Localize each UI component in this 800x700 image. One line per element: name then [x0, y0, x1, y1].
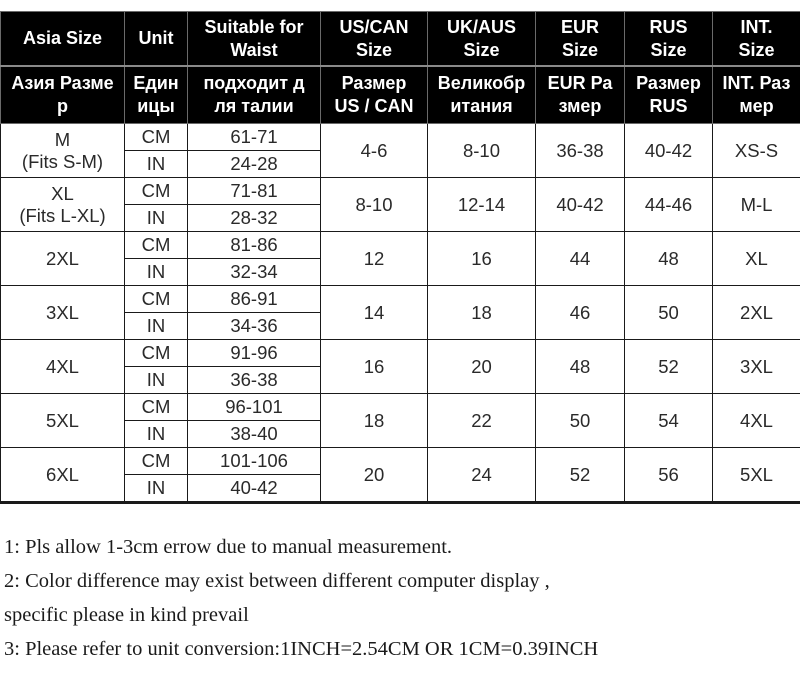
header-uk-aus: UK/AUS Size	[428, 12, 536, 67]
header-ru-rus: Размер RUS	[625, 66, 713, 124]
eur-cell: 44	[536, 232, 625, 286]
asia-size-cell: 4XL	[1, 340, 125, 394]
table-row-cm	[1, 340, 800, 367]
header-asia-size: Asia Size	[1, 12, 125, 67]
header-eur: EUR Size	[536, 12, 625, 67]
eur-cell: 46	[536, 286, 625, 340]
header-waist: Suitable for Waist	[188, 12, 321, 67]
waist-cell: 34-36	[188, 313, 321, 340]
rus-cell: 50	[625, 286, 713, 340]
us-can-cell: 14	[321, 286, 428, 340]
us-can-cell: 12	[321, 232, 428, 286]
unit-cell: CM	[125, 340, 188, 367]
waist-cell: 71-81	[188, 178, 321, 205]
waist-cell: 91-96	[188, 340, 321, 367]
unit-cell: CM	[125, 394, 188, 421]
asia-size-cell: 5XL	[1, 394, 125, 448]
int-cell: 2XL	[713, 286, 800, 340]
unit-cell: IN	[125, 205, 188, 232]
waist-cell: 81-86	[188, 232, 321, 259]
rus-cell: 48	[625, 232, 713, 286]
asia-size-cell: 6XL	[1, 448, 125, 503]
uk-aus-cell: 22	[428, 394, 536, 448]
notes-section	[4, 530, 794, 666]
us-can-cell: 4-6	[321, 124, 428, 178]
waist-cell: 96-101	[188, 394, 321, 421]
rus-cell: 54	[625, 394, 713, 448]
header-us-can: US/CAN Size	[321, 12, 428, 67]
header-ru-waist: подходит д ля талии	[188, 66, 321, 124]
unit-cell: IN	[125, 259, 188, 286]
rus-cell: 44-46	[625, 178, 713, 232]
rus-cell: 40-42	[625, 124, 713, 178]
int-cell: XL	[713, 232, 800, 286]
waist-cell: 38-40	[188, 421, 321, 448]
eur-cell: 48	[536, 340, 625, 394]
table-row-cm	[1, 232, 800, 259]
size-chart-table	[0, 11, 800, 504]
header-row-russian	[1, 66, 800, 124]
table-row-cm	[1, 286, 800, 313]
header-ru-uk-aus: Великобр итания	[428, 66, 536, 124]
uk-aus-cell: 18	[428, 286, 536, 340]
header-ru-eur: EUR Ра змер	[536, 66, 625, 124]
us-can-cell: 20	[321, 448, 428, 503]
unit-cell: IN	[125, 151, 188, 178]
eur-cell: 52	[536, 448, 625, 503]
uk-aus-cell: 12-14	[428, 178, 536, 232]
table-row-cm	[1, 448, 800, 475]
header-unit: Unit	[125, 12, 188, 67]
header-ru-int: INT. Раз мер	[713, 66, 800, 124]
asia-size-cell: XL (Fits L-XL)	[1, 178, 125, 232]
header-ru-unit: Един ицы	[125, 66, 188, 124]
waist-cell: 101-106	[188, 448, 321, 475]
rus-cell: 52	[625, 340, 713, 394]
us-can-cell: 8-10	[321, 178, 428, 232]
waist-cell: 40-42	[188, 475, 321, 503]
int-cell: 4XL	[713, 394, 800, 448]
note-unit-conversion: 3: Please refer to unit conversion:1INCH=2.54CM OR 1CM=0.39INCH	[4, 638, 599, 660]
header-rus: RUS Size	[625, 12, 713, 67]
unit-cell: CM	[125, 178, 188, 205]
us-can-cell: 16	[321, 340, 428, 394]
unit-cell: CM	[125, 448, 188, 475]
waist-cell: 28-32	[188, 205, 321, 232]
uk-aus-cell: 8-10	[428, 124, 536, 178]
header-int: INT. Size	[713, 12, 800, 67]
rus-cell: 56	[625, 448, 713, 503]
unit-cell: CM	[125, 232, 188, 259]
unit-cell: CM	[125, 124, 188, 151]
waist-cell: 36-38	[188, 367, 321, 394]
unit-cell: IN	[125, 421, 188, 448]
note-color-difference-cont: specific please in kind prevail	[4, 604, 249, 626]
eur-cell: 50	[536, 394, 625, 448]
eur-cell: 36-38	[536, 124, 625, 178]
table-row-cm	[1, 394, 800, 421]
header-ru-asia-size: Азия Разме р	[1, 66, 125, 124]
unit-cell: IN	[125, 475, 188, 503]
int-cell: 5XL	[713, 448, 800, 503]
header-ru-us-can: Размер US / CAN	[321, 66, 428, 124]
unit-cell: IN	[125, 367, 188, 394]
asia-size-cell: M (Fits S-M)	[1, 124, 125, 178]
us-can-cell: 18	[321, 394, 428, 448]
note-color-difference: 2: Color difference may exist between different computer display ,	[4, 570, 550, 592]
int-cell: 3XL	[713, 340, 800, 394]
int-cell: M-L	[713, 178, 800, 232]
asia-size-cell: 2XL	[1, 232, 125, 286]
unit-cell: IN	[125, 313, 188, 340]
uk-aus-cell: 20	[428, 340, 536, 394]
waist-cell: 32-34	[188, 259, 321, 286]
waist-cell: 86-91	[188, 286, 321, 313]
unit-cell: CM	[125, 286, 188, 313]
table-row-cm	[1, 124, 800, 151]
header-row-english	[1, 12, 800, 67]
table-row-cm	[1, 178, 800, 205]
uk-aus-cell: 24	[428, 448, 536, 503]
waist-cell: 61-71	[188, 124, 321, 151]
note-measurement: 1: Pls allow 1-3cm errow due to manual measurement.	[4, 536, 453, 558]
uk-aus-cell: 16	[428, 232, 536, 286]
waist-cell: 24-28	[188, 151, 321, 178]
eur-cell: 40-42	[536, 178, 625, 232]
asia-size-cell: 3XL	[1, 286, 125, 340]
int-cell: XS-S	[713, 124, 800, 178]
